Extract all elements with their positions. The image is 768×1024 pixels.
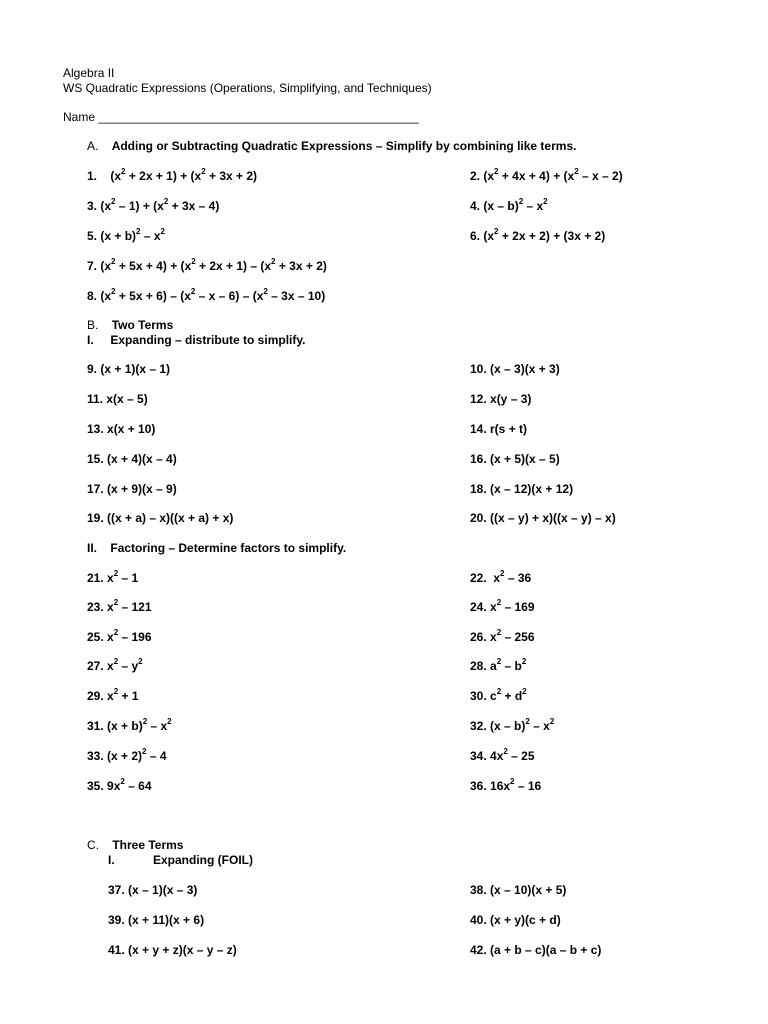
problem-28: 28. $a^2 - b^2$ [470, 657, 527, 673]
problem-40: 40. (x + y)(c + d) [470, 913, 561, 927]
problem-21: 21. $x^2 - 1$ [87, 569, 139, 585]
section-b-sub2-roman: II. [87, 541, 98, 555]
section-b-heading [87, 318, 173, 332]
name-label: Name [63, 110, 96, 124]
problem-17: 17. (x + 9)(x – 9) [87, 482, 177, 496]
problem-14: 14. r(s + t) [470, 422, 528, 436]
section-b-sub1-roman: I. [87, 333, 94, 347]
problem-11: 11. x(x – 5) [87, 392, 148, 406]
problem-39: 39. (x + 11)(x + 6) [108, 913, 205, 927]
problem-9: 9. (x + 1)(x – 1) [87, 362, 171, 376]
problem-23: 23. $x^2 - 121$ [87, 598, 152, 614]
problem-4: 4. $(x - b)^2 - x^2$ [470, 197, 548, 213]
problem-20: 20. ((x – y) + x)((x – y) – x) [470, 511, 616, 525]
problem-18: 18. (x – 12)(x + 12) [470, 482, 574, 496]
problem-37: 37. (x – 1)(x – 3) [108, 883, 198, 897]
problem-25: 25. $x^2 - 196$ [87, 628, 152, 644]
section-c-title: Three Terms [112, 838, 184, 852]
problem-38: 38. (x – 10)(x + 5) [470, 883, 567, 897]
section-c-letter: C. [87, 838, 99, 852]
section-a-title: Adding or Subtracting Quadratic Expressions – Simplify by combining like terms. [111, 139, 577, 153]
problem-7: 7. $(x^2 + 5x + 4) + (x^2 + 2x + 1) - (x^2 + 3x + 2)$ [87, 257, 327, 273]
section-c-heading [87, 838, 183, 852]
section-b-sub2-title: Factoring – Determine factors to simplify. [110, 541, 347, 555]
problem-41: 41. (x + y + z)(x – y – z) [108, 943, 237, 957]
section-c-sub1-roman: I. [108, 853, 115, 867]
name-line [63, 110, 419, 124]
problem-1: 1. $(x^2 + 2x + 1) + (x^2 + 3x + 2)$ [87, 167, 258, 183]
problem-10: 10. (x – 3)(x + 3) [470, 362, 560, 376]
problem-26: 26. $x^2 - 256$ [470, 628, 535, 644]
worksheet-title: WS Quadratic Expressions (Operations, Simplifying, and Techniques) [63, 81, 432, 95]
problem-19: 19. ((x + a) – x)((x + a) + x) [87, 511, 234, 525]
section-b-sub2-heading [87, 541, 346, 555]
problem-12: 12. x(y – 3) [470, 392, 532, 406]
problem-13: 13. x(x + 10) [87, 422, 156, 436]
problem-5: 5. $(x + b)^2 - x^2$ [87, 227, 165, 243]
problem-27: 27. $x^2 - y^2$ [87, 657, 143, 673]
problem-24: 24. $x^2 - 169$ [470, 598, 535, 614]
section-b-title: Two Terms [111, 318, 174, 332]
problem-30: 30. $c^2 + d^2$ [470, 687, 527, 703]
section-b-sub1-title: Expanding – distribute to simplify. [110, 333, 306, 347]
problem-31: 31. $(x + b)^2 - x^2$ [87, 717, 172, 733]
problem-2: 2. $(x^2 + 4x + 4) + (x^2 - x - 2)$ [470, 167, 623, 183]
name-blank: ________________________________________________ [98, 110, 419, 124]
section-c-sub1-title: Expanding (FOIL) [153, 853, 253, 867]
section-b-letter: B. [87, 318, 99, 332]
problem-6: 6. $(x^2 + 2x + 2) + (3x + 2)$ [470, 227, 606, 243]
section-b-sub1-heading [87, 333, 305, 347]
problem-15: 15. (x + 4)(x – 4) [87, 452, 177, 466]
problem-34: 34. $4x^2 - 25$ [470, 747, 535, 763]
problem-29: 29. $x^2 + 1$ [87, 687, 139, 703]
problem-3: 3. $(x^2 - 1) + (x^2 + 3x - 4)$ [87, 197, 220, 213]
problem-16: 16. (x + 5)(x – 5) [470, 452, 560, 466]
course-title: Algebra II [63, 66, 115, 80]
section-c-sub1-heading [108, 853, 253, 867]
problem-42: 42. (a + b – c)(a – b + c) [470, 943, 602, 957]
problem-22: 22. $x^2 - 36$ [470, 569, 532, 585]
problem-35: 35. $9x^2 - 64$ [87, 777, 152, 793]
problem-32: 32. $(x - b)^2 - x^2$ [470, 717, 555, 733]
problem-33: 33. $(x + 2)^2 - 4$ [87, 747, 167, 763]
problem-36: 36. $16x^2 - 16$ [470, 777, 542, 793]
problem-8: 8. $(x^2 + 5x + 6) - (x^2 - x - 6) - (x^2 - 3x - 10)$ [87, 287, 326, 303]
section-a-heading [87, 139, 576, 153]
section-a-letter: A. [87, 139, 99, 153]
